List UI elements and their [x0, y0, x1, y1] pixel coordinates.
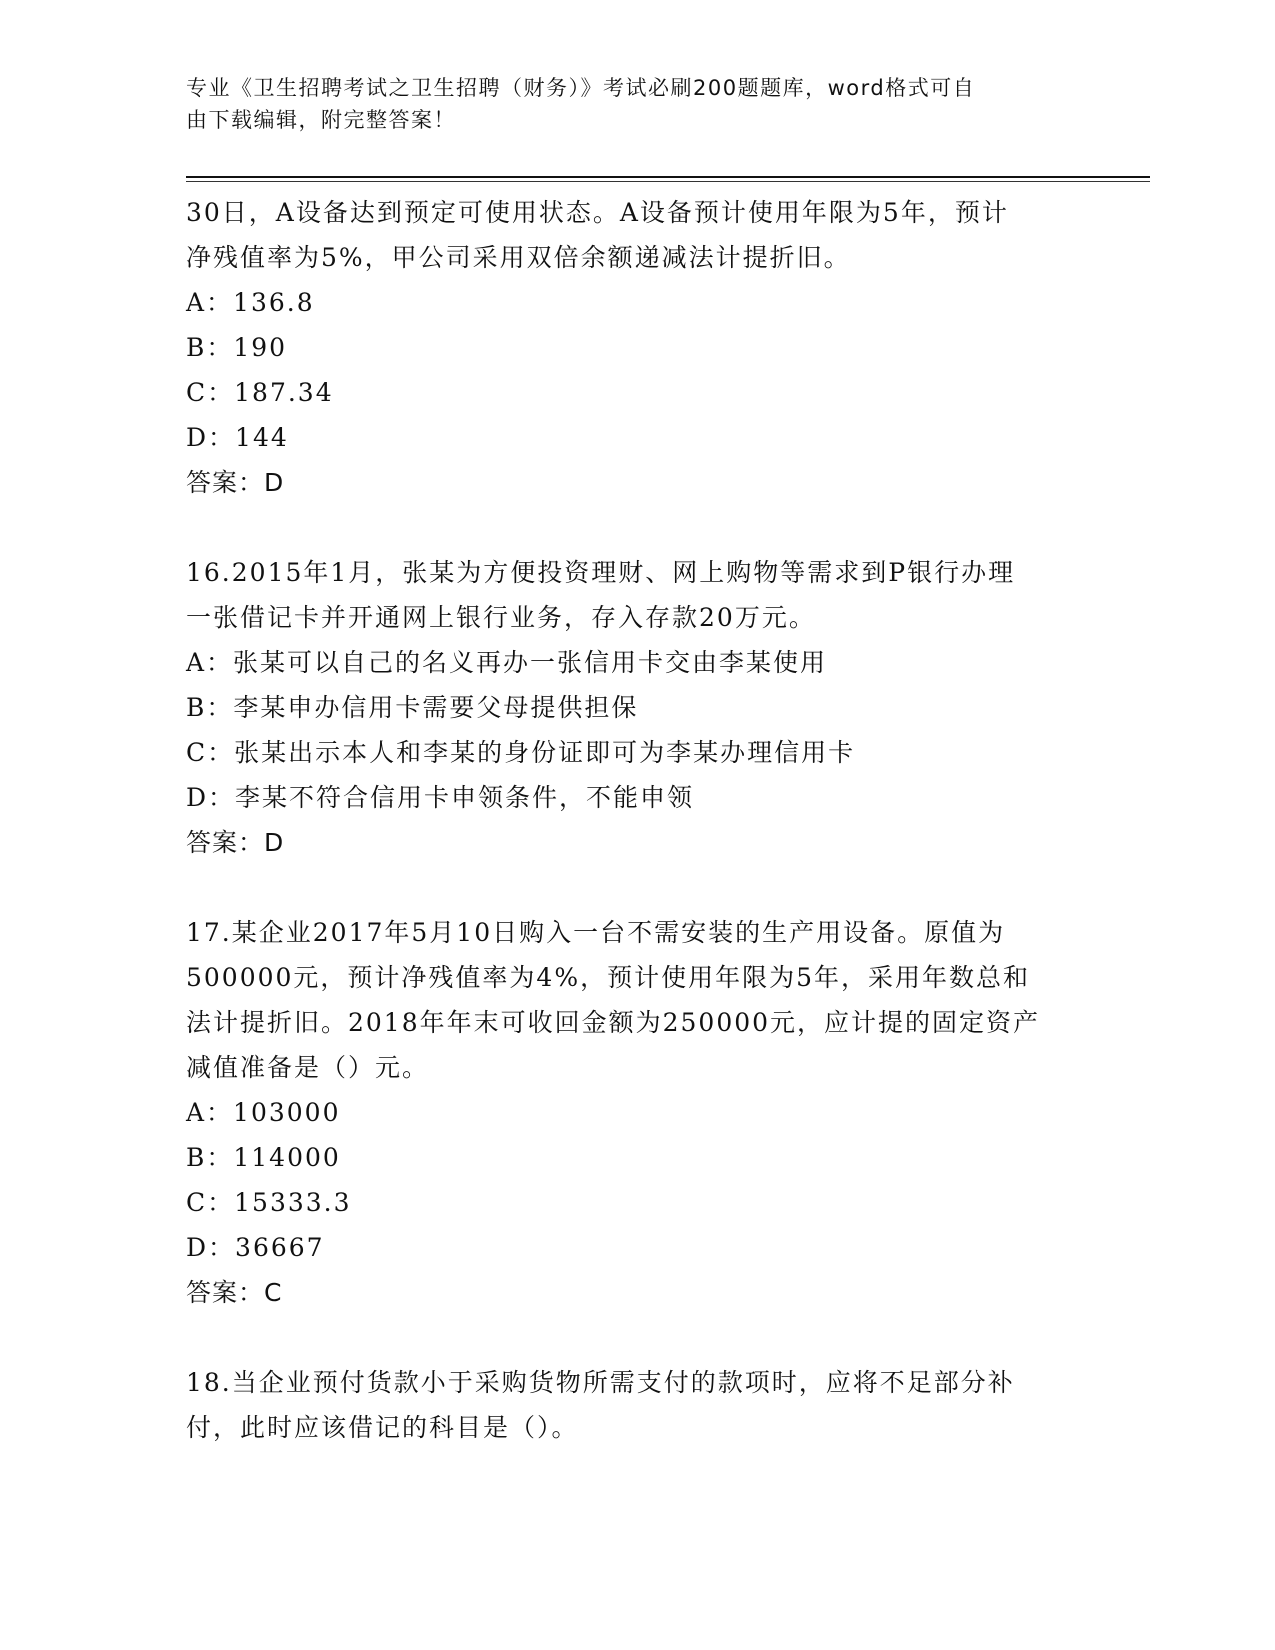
- question-text-line: 18.当企业预付货款小于采购货物所需支付的款项时，应将不足部分补: [186, 1368, 1015, 1397]
- option-a: A：136.8: [186, 288, 315, 317]
- question-text-line: 一张借记卡并开通网上银行业务，存入存款20万元。: [186, 603, 816, 632]
- answer-line: 答案：C: [186, 1278, 283, 1307]
- question-text-line: 17.某企业2017年5月10日购入一台不需安装的生产用设备。原值为: [186, 918, 1006, 947]
- option-a: A：张某可以自己的名义再办一张信用卡交由李某使用: [186, 648, 828, 677]
- option-d: D：李某不符合信用卡申领条件，不能申领: [186, 783, 695, 812]
- option-a: A：103000: [186, 1098, 341, 1127]
- answer-line: 答案：D: [186, 828, 285, 857]
- question-list: [186, 190, 1086, 1450]
- question-15-continued: [186, 190, 1086, 505]
- spacer: [186, 505, 1086, 550]
- question-text-line: 净残值率为5%，甲公司采用双倍余额递减法计提折旧。: [186, 243, 851, 272]
- option-d: D：36667: [186, 1233, 325, 1262]
- option-d: D：144: [186, 423, 289, 452]
- question-text-line: 减值准备是（）元。: [186, 1053, 430, 1082]
- option-b: B：114000: [186, 1143, 341, 1172]
- question-18: [186, 1360, 1086, 1450]
- header-line-2: 由下载编辑，附完整答案！: [186, 108, 456, 132]
- spacer: [186, 865, 1086, 910]
- question-text-line: 30日，A设备达到预定可使用状态。A设备预计使用年限为5年，预计: [186, 198, 1009, 227]
- option-c: C：张某出示本人和李某的身份证即可为李某办理信用卡: [186, 738, 856, 767]
- option-b: B：190: [186, 333, 288, 362]
- spacer: [186, 1315, 1086, 1360]
- question-text-line: 500000元，预计净残值率为4%，预计使用年限为5年，采用年数总和: [186, 963, 1031, 992]
- question-17: [186, 910, 1086, 1315]
- option-c: C：15333.3: [186, 1188, 352, 1217]
- document-header: [186, 72, 1066, 136]
- answer-line: 答案：D: [186, 468, 285, 497]
- header-line-1: 专业《卫生招聘考试之卫生招聘（财务）》考试必刷200题题库，word格式可自: [186, 76, 976, 100]
- header-divider-thin: [186, 181, 1150, 182]
- question-16: [186, 550, 1086, 865]
- option-c: C：187.34: [186, 378, 334, 407]
- question-text-line: 付，此时应该借记的科目是（）。: [186, 1413, 579, 1442]
- header-divider-thick: [186, 176, 1150, 178]
- question-text-line: 16.2015年1月，张某为方便投资理财、网上购物等需求到P银行办理: [186, 558, 1016, 587]
- option-b: B：李某申办信用卡需要父母提供担保: [186, 693, 639, 722]
- question-text-line: 法计提折旧。2018年年末可收回金额为250000元，应计提的固定资产: [186, 1008, 1041, 1037]
